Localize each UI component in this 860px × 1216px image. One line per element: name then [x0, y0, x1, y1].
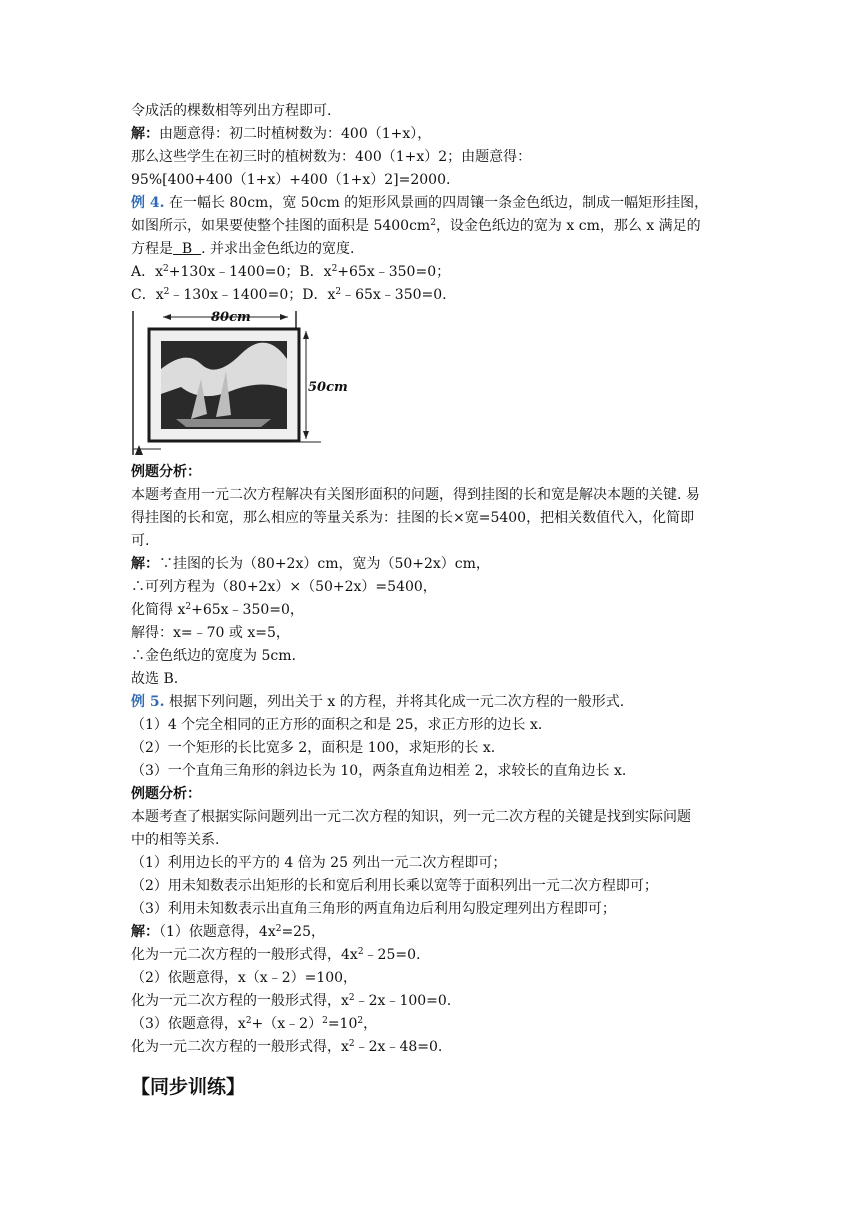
- example-4-analysis-line-2: 得挂图的长和宽，那么相应的等量关系为：挂图的长×宽=5400，把相关数值代入，化简即: [131, 510, 695, 526]
- intro-line-3: 那么这些学生在初三时的植树数为：400（1+x）2；由题意得：: [131, 149, 532, 165]
- superscript: 2: [348, 993, 355, 1003]
- example-5-question: [131, 691, 741, 714]
- text: （1）依题意得，4x: [159, 924, 276, 940]
- example-4-question-line-1: [131, 192, 741, 215]
- superscript: 2: [357, 947, 364, 957]
- superscript: 2: [430, 218, 436, 228]
- superscript: 2: [185, 602, 192, 612]
- width-label: 80cm: [211, 310, 251, 325]
- text: 由题意得：初二时植树数为：400（1+x），: [159, 126, 432, 142]
- example-4-label: 例 4.: [131, 195, 165, 211]
- text: 化为一元二次方程的一般形式得，x: [131, 993, 349, 1009]
- example-5-label: 例 5.: [131, 694, 165, 710]
- superscript: 2: [163, 287, 170, 297]
- solution-label: 解：: [131, 924, 159, 940]
- text: ﹣2x﹣48=0.: [354, 1039, 443, 1055]
- text: ﹣25=0.: [363, 947, 421, 963]
- text: 化为一元二次方程的一般形式得，4x: [131, 947, 358, 963]
- example-4-solution-line-6: 故选 B.: [131, 671, 179, 687]
- example-4-options-ab: [131, 261, 741, 284]
- example-5-analysis-title: 例题分析：: [131, 786, 201, 802]
- solution-label: 解：: [131, 556, 159, 572]
- arrow-head: [135, 445, 143, 455]
- example-5-solution-line-3: （2）依题意得，x（x﹣2）=100，: [131, 970, 358, 986]
- document-page: [131, 100, 741, 1101]
- example-5-solution-line-6: [131, 1036, 741, 1059]
- example-5-solution-line-2: [131, 944, 741, 967]
- figure-svg: [131, 309, 351, 459]
- text: ∵挂图的长为（80+2x）cm，宽为（50+2x）cm，: [159, 556, 490, 572]
- text: ﹣2x﹣100=0.: [354, 993, 452, 1009]
- example-5-question-2: （2）一个矩形的长比宽多 2，面积是 100，求矩形的长 x.: [131, 740, 496, 756]
- superscript: 2: [331, 264, 338, 274]
- example-5-question-3: （3）一个直角三角形的斜边长为 10，两条直角边相差 2，求较长的直角边长 x.: [131, 763, 627, 779]
- framed-painting-figure: [131, 309, 351, 459]
- arrow-head: [163, 314, 171, 320]
- example-4-solution-line-3: [131, 599, 741, 622]
- answer-blank: B: [173, 241, 202, 257]
- text: 化简得 x: [131, 602, 186, 618]
- text: =10: [327, 1016, 358, 1032]
- text: （3）依题意得，x: [131, 1016, 246, 1032]
- text: 在一幅长 80cm，宽 50cm 的矩形风景画的四周镶一条金色纸边，制成一幅矩形挂图，: [168, 195, 709, 211]
- text: =25，: [281, 924, 325, 940]
- text: 根据下列问题，列出关于 x 的方程，并将其化成一元二次方程的一般形式.: [168, 694, 625, 710]
- arrow-head: [303, 331, 309, 339]
- example-4-analysis-line-3: 可.: [131, 533, 150, 549]
- text: ﹣65x﹣350=0.: [341, 287, 447, 303]
- text: ﹣130x﹣1400=0；D．x: [169, 287, 336, 303]
- superscript: 2: [357, 1016, 364, 1026]
- text: ，: [363, 1016, 378, 1032]
- arrow-head: [280, 314, 288, 320]
- example-5-analysis-line-1: 本题考查了根据实际问题列出一元二次方程的知识，列一元二次方程的关键是找到实际问题: [131, 809, 691, 825]
- example-5-solution-line-5: [131, 1013, 741, 1036]
- text: 化为一元二次方程的一般形式得，x: [131, 1039, 349, 1055]
- text: C．x: [131, 287, 164, 303]
- superscript: 2: [335, 287, 342, 297]
- superscript: 2: [322, 1016, 328, 1026]
- text: +（x﹣2）: [251, 1016, 323, 1032]
- solution-label: 解：: [131, 126, 159, 142]
- example-4-solution-line-5: ∴金色纸边的宽度为 5cm.: [131, 648, 296, 664]
- text: 如图所示，如果要使整个挂图的面积是 5400cm: [131, 218, 431, 234]
- example-4-options-cd: [131, 284, 741, 307]
- example-5-analysis-line-4: （2）用未知数表示出矩形的长和宽后利用长乘以宽等于面积列出一元二次方程即可；: [131, 878, 658, 894]
- superscript: 2: [275, 924, 282, 934]
- section-heading: 【同步训练】: [131, 1076, 246, 1098]
- painting-boat: [176, 419, 271, 427]
- arrow-head: [303, 431, 309, 439]
- text: 方程是: [131, 241, 173, 257]
- example-4-solution-line-1: [131, 553, 741, 576]
- example-5-analysis-line-2: 中的相等关系.: [131, 832, 220, 848]
- superscript: 2: [348, 1039, 355, 1049]
- example-4-solution-line-4: 解得：x=﹣70 或 x=5，: [131, 625, 290, 641]
- example-5-solution-line-1: [131, 921, 741, 944]
- text: +65x﹣350=0，: [191, 602, 304, 618]
- text: ，设金色纸边的宽为 x cm，那么 x 满足的: [435, 218, 701, 234]
- example-4-analysis-line-1: 本题考查用一元二次方程解决有关图形面积的问题，得到挂图的长和宽是解决本题的关键. 易: [131, 487, 700, 503]
- intro-line-4: 95%[400+400（1+x）+400（1+x）2]=2000.: [131, 172, 451, 188]
- intro-line-1: 令成活的棵数相等列出方程即可.: [131, 103, 332, 119]
- intro-line-2: [131, 123, 741, 146]
- superscript: 2: [245, 1016, 252, 1026]
- text: A．x: [131, 264, 164, 280]
- text: +65x﹣350=0；: [337, 264, 451, 280]
- example-4-question-line-3: [131, 238, 741, 261]
- example-5-analysis-line-5: （3）利用未知数表示出直角三角形的两直角边后利用勾股定理列出方程即可；: [131, 901, 616, 917]
- example-5-solution-line-4: [131, 990, 741, 1013]
- example-5-analysis-line-3: （1）利用边长的平方的 4 倍为 25 列出一元二次方程即可；: [131, 855, 507, 871]
- text: +130x﹣1400=0；B．x: [168, 264, 332, 280]
- example-4-question-line-2: [131, 215, 741, 238]
- example-4-solution-line-2: ∴可列方程为（80+2x）×（50+2x）=5400，: [131, 579, 437, 595]
- example-4-analysis-title: 例题分析：: [131, 464, 201, 480]
- example-5-question-1: （1）4 个完全相同的正方形的面积之和是 25，求正方形的边长 x.: [131, 717, 543, 733]
- text: . 并求出金色纸边的宽度.: [201, 241, 355, 257]
- height-label: 50cm: [308, 380, 348, 395]
- superscript: 2: [163, 264, 169, 274]
